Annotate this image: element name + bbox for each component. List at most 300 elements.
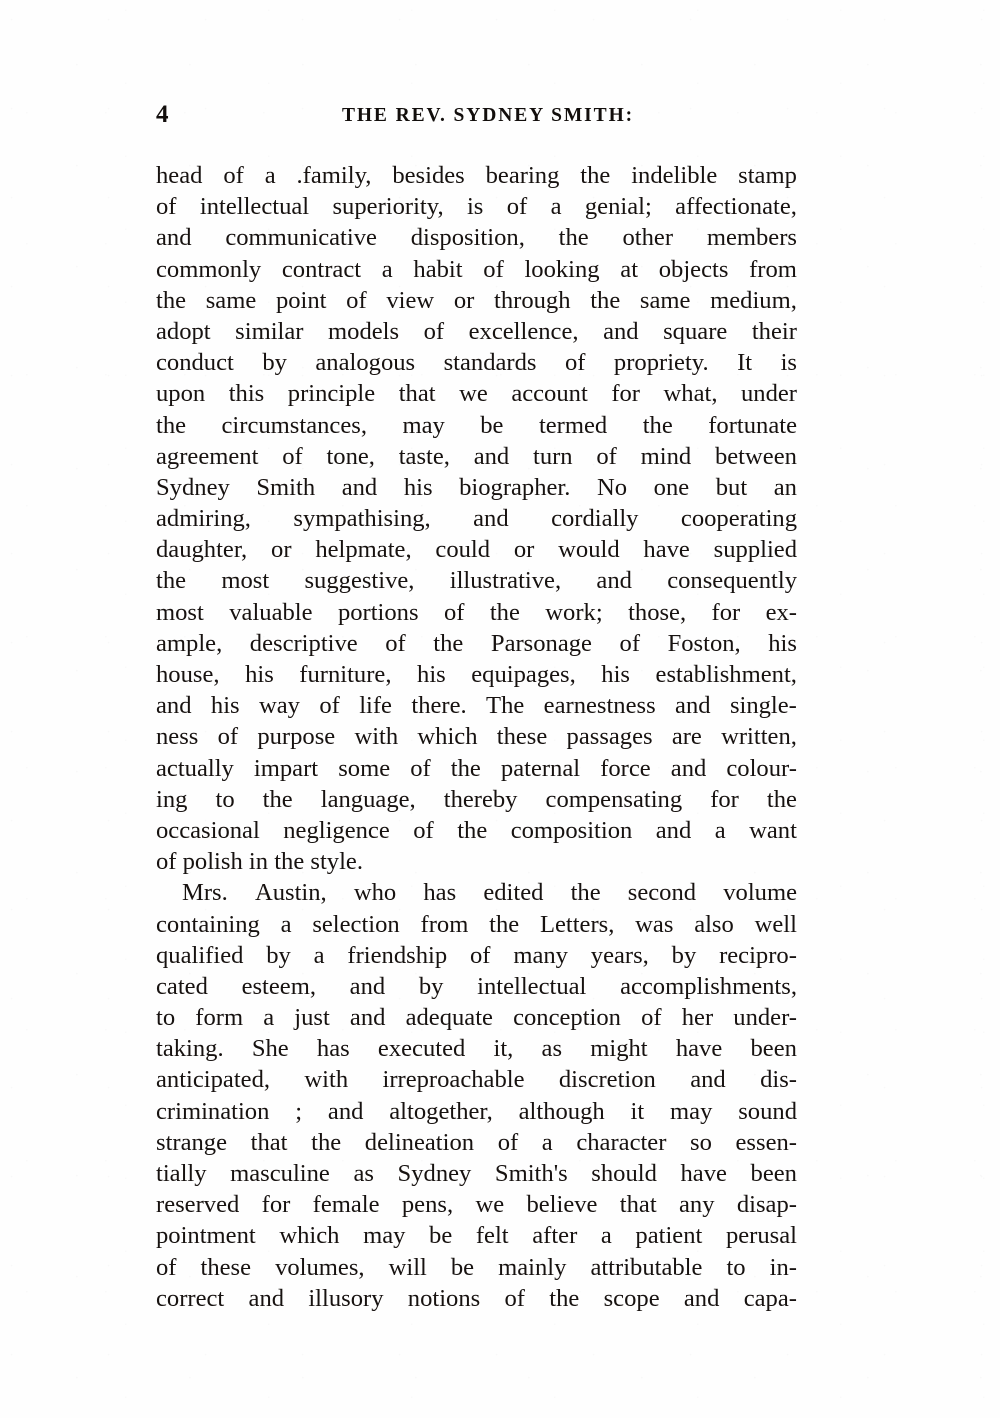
word: and [327, 1097, 364, 1125]
word: taking. [156, 1035, 224, 1063]
word: the [489, 598, 520, 626]
word: pens, [401, 1191, 454, 1219]
word: who [353, 879, 397, 907]
word: form [195, 1004, 244, 1032]
word: agreement [156, 442, 259, 470]
word: be [450, 1253, 475, 1281]
word: his [768, 629, 797, 657]
word: ing [156, 785, 188, 813]
word: character [576, 1128, 667, 1156]
word: are [671, 723, 702, 751]
word: reserved [156, 1191, 240, 1219]
word: what, [663, 380, 718, 408]
word: furniture, [299, 661, 392, 688]
word: of [443, 598, 465, 626]
word: should [591, 1160, 657, 1187]
word: and [675, 692, 711, 720]
word: a [381, 255, 393, 283]
paragraph [156, 877, 797, 1314]
word: it, [493, 1035, 514, 1063]
word: his [210, 692, 240, 720]
word: just [294, 1004, 330, 1032]
word: have [680, 1160, 727, 1187]
text-line [156, 1064, 797, 1095]
word: and [473, 442, 510, 470]
word: earnestness [543, 692, 656, 720]
word: was [635, 910, 674, 938]
word: attributable [590, 1253, 703, 1281]
word: illusory [308, 1284, 384, 1312]
text-line [156, 1252, 797, 1283]
word: point [275, 286, 327, 314]
word: one [653, 473, 690, 501]
word: felt [475, 1222, 509, 1250]
word: of [469, 941, 491, 969]
word: qualified [156, 941, 244, 969]
word: with [304, 1066, 349, 1094]
word: language, [320, 785, 416, 813]
word: mainly [498, 1253, 567, 1281]
word: his [403, 473, 433, 501]
word: this [228, 380, 265, 408]
word: turn [532, 442, 573, 470]
word: for [261, 1191, 291, 1219]
word: Sydney [397, 1160, 472, 1187]
word: that [619, 1191, 657, 1219]
word: of [564, 349, 586, 377]
word: descriptive [249, 629, 358, 657]
word: and [349, 1004, 386, 1032]
word: Foston, [667, 629, 741, 657]
text-line [156, 690, 797, 721]
word: and [683, 1284, 720, 1312]
word: same [639, 286, 691, 314]
word: altogether, [389, 1097, 493, 1125]
word: valuable [229, 598, 313, 626]
word: adopt [156, 317, 211, 345]
word: could [435, 536, 491, 564]
word: also [694, 910, 734, 938]
word: with [354, 723, 399, 751]
word: accomplishments, [620, 972, 797, 1000]
word: looking [524, 255, 600, 283]
word: She [251, 1035, 289, 1063]
text-line [156, 441, 797, 472]
word: Smith's [494, 1160, 568, 1187]
word: view [386, 286, 435, 314]
running-title: THE REV. SYDNEY SMITH: [341, 105, 635, 126]
word: written, [721, 723, 797, 751]
word: stamp [738, 162, 797, 189]
word: in- [769, 1253, 797, 1281]
word: the [433, 629, 464, 657]
word: bearing [485, 162, 560, 189]
word: and [156, 692, 192, 720]
word: a [313, 941, 325, 969]
word: patient [635, 1222, 703, 1250]
word: well [754, 910, 797, 938]
text-line [156, 1158, 797, 1189]
word: may [402, 411, 445, 439]
word: or [453, 286, 475, 314]
word: and [655, 816, 692, 844]
text-line [156, 909, 797, 940]
word: of [504, 1284, 525, 1312]
word: the [457, 816, 488, 844]
word: cated [156, 972, 208, 1000]
word: containing [156, 910, 260, 938]
word: actually [156, 754, 234, 782]
word: selection [312, 910, 400, 938]
word: work; [545, 598, 603, 626]
word: by [671, 941, 697, 969]
word: or [513, 536, 535, 564]
word: by [418, 972, 444, 1000]
word: might [590, 1035, 648, 1063]
word: of [506, 193, 528, 221]
running-head [156, 100, 796, 134]
word: of [641, 1004, 662, 1032]
word: equipages, [471, 661, 576, 688]
text-line [156, 753, 797, 784]
text-line [156, 347, 797, 378]
word: his [245, 661, 274, 688]
word: the [549, 1284, 580, 1312]
word: for [611, 380, 640, 408]
word: notions [407, 1284, 481, 1312]
word: of [413, 816, 434, 844]
word: composition [510, 816, 633, 844]
word: many [513, 941, 568, 969]
word: intellectual [199, 193, 310, 221]
word: contract [281, 255, 362, 283]
word: It [737, 349, 753, 377]
word: cordially [551, 505, 639, 533]
word: sympathising, [293, 505, 431, 533]
word: illustrative, [449, 567, 562, 595]
word: the [580, 162, 611, 189]
word: a [263, 1004, 275, 1032]
word: essen- [735, 1128, 797, 1156]
word: of [596, 442, 617, 470]
word: excellence, [468, 317, 579, 345]
word: other [622, 224, 674, 252]
word: which [417, 723, 478, 751]
word: a [541, 1128, 553, 1156]
word: masculine [230, 1160, 330, 1187]
word: would [558, 536, 620, 564]
word: through [494, 286, 571, 314]
word: these [496, 723, 548, 751]
word: of [483, 255, 504, 283]
text-line [156, 191, 797, 222]
word: compensating [545, 785, 683, 813]
word: for [710, 785, 739, 813]
word: the [590, 286, 621, 314]
text-line [156, 659, 797, 690]
word: but [715, 473, 748, 501]
word: upon [156, 380, 206, 408]
word: occasional [156, 816, 260, 844]
text-line [156, 877, 797, 908]
word: under [741, 380, 797, 408]
word: consequently [667, 567, 797, 595]
word: years, [590, 941, 649, 969]
word: The [486, 692, 525, 720]
text-line [156, 160, 797, 191]
word: esteem, [241, 972, 316, 1000]
word: and [156, 224, 192, 252]
page-number: 4 [156, 101, 169, 128]
word: a [600, 1222, 612, 1250]
word: there. [411, 692, 467, 720]
word: suggestive, [304, 567, 415, 595]
word: of [217, 723, 239, 751]
word: we [459, 380, 488, 408]
word: the [558, 224, 589, 252]
word: habit [413, 255, 463, 283]
word: conduct [156, 349, 234, 377]
text-line [156, 815, 797, 846]
word: a [550, 193, 562, 221]
word: the [570, 879, 601, 907]
word: and [670, 754, 707, 782]
word: at [620, 255, 639, 283]
word: No [597, 473, 628, 501]
word: as [541, 1035, 563, 1063]
word: be [429, 1222, 453, 1250]
word: Sydney [156, 473, 230, 501]
word: and [349, 972, 386, 1000]
word: colour- [726, 754, 797, 782]
text-line [156, 971, 797, 1002]
word: an [773, 473, 797, 501]
word: biographer. [459, 473, 571, 501]
word: .family, [296, 162, 372, 189]
word: of [319, 692, 340, 720]
word: medium, [710, 286, 797, 314]
word: and [341, 473, 378, 501]
word: disposition, [410, 224, 525, 252]
word: for [711, 598, 741, 626]
word: genial; [584, 193, 652, 221]
word: second [627, 879, 697, 907]
word: have [675, 1035, 723, 1063]
word: dis- [760, 1066, 797, 1094]
word: any [679, 1191, 715, 1219]
word: his [601, 661, 630, 688]
text-line [156, 1283, 797, 1314]
word: intellectual [477, 972, 587, 1000]
word: models [328, 317, 400, 345]
text-line [156, 1002, 797, 1033]
word: the [311, 1128, 342, 1156]
body-text-block [156, 160, 797, 1314]
text-line [156, 1096, 797, 1127]
word: a [280, 910, 292, 938]
word: of [156, 1253, 177, 1281]
word: fortunate [708, 411, 797, 439]
word: although [518, 1097, 605, 1125]
word: under- [733, 1004, 797, 1032]
word: been [750, 1035, 797, 1063]
word: or [271, 536, 292, 564]
word: their [751, 317, 797, 345]
word: the [262, 785, 293, 813]
word: propriety. [613, 349, 709, 377]
word: thereby [443, 785, 518, 813]
word: been [750, 1160, 797, 1187]
word: crimination [156, 1097, 270, 1125]
word: adequate [405, 1004, 493, 1032]
word: ness [156, 723, 199, 751]
word: Mrs. [182, 879, 228, 907]
text-line [156, 503, 797, 534]
word: some [338, 754, 391, 782]
word: head [156, 162, 203, 189]
word: single- [729, 692, 797, 720]
word: capa- [743, 1284, 797, 1312]
word: volume [723, 879, 797, 907]
word: friendship [347, 941, 448, 969]
word: those, [628, 598, 687, 626]
word: by [266, 941, 291, 969]
word: which [279, 1222, 340, 1250]
word: of [223, 162, 244, 189]
word: so [690, 1128, 712, 1156]
word: is [780, 349, 797, 377]
word: want [749, 816, 797, 844]
word: of [346, 286, 367, 314]
word: members [706, 224, 797, 252]
text-line [156, 628, 797, 659]
word: be [480, 411, 504, 439]
text-line [156, 784, 797, 815]
word: female [312, 1191, 380, 1219]
word: and [596, 567, 632, 595]
word: may [363, 1222, 406, 1250]
word: impart [253, 754, 319, 782]
word: way [258, 692, 300, 720]
text-line [156, 378, 797, 409]
word: tially [156, 1160, 207, 1187]
word: conception [513, 1004, 621, 1032]
word: believe [526, 1191, 598, 1219]
word: and [690, 1066, 726, 1094]
word: sound [738, 1097, 797, 1125]
text-line [156, 1189, 797, 1220]
text-line [156, 597, 797, 628]
word: life [359, 692, 392, 720]
word: portions [337, 598, 419, 626]
word: cooperating [680, 505, 797, 533]
word: same [205, 286, 257, 314]
word: the [450, 754, 481, 782]
word: supplied [713, 536, 797, 564]
word: pointment [156, 1222, 256, 1250]
word: indelible [631, 162, 718, 189]
word: most [156, 598, 204, 626]
word: executed [377, 1035, 466, 1063]
word: of [497, 1128, 519, 1156]
word: analogous [315, 349, 416, 377]
word: of [423, 317, 445, 345]
word: negligence [283, 816, 390, 844]
word: daughter, [156, 536, 248, 564]
word: similar [235, 317, 304, 345]
word: delineation [364, 1128, 475, 1156]
word: tone, [326, 442, 375, 470]
word: ex- [765, 598, 797, 626]
word: commonly [156, 255, 262, 283]
word: from [420, 910, 469, 938]
word: purpose [257, 723, 336, 751]
word: and [248, 1284, 285, 1312]
word: of [410, 754, 431, 782]
text-line [156, 285, 797, 316]
word: principle [287, 380, 376, 408]
word: of [282, 442, 303, 470]
text-line [156, 940, 797, 971]
word: Parsonage [490, 629, 592, 657]
word: besides [392, 162, 465, 189]
word: most [221, 567, 270, 595]
word: disap- [736, 1191, 797, 1219]
word: that [250, 1128, 288, 1156]
word: by [262, 349, 287, 377]
word: passages [566, 723, 653, 751]
word: and [603, 317, 639, 345]
word: have [643, 536, 690, 564]
word: a [264, 162, 276, 189]
word: volumes, [275, 1253, 365, 1281]
text-line [156, 316, 797, 347]
text-line [156, 472, 797, 503]
word: to [726, 1253, 746, 1281]
word: her [681, 1004, 714, 1032]
word: between [714, 442, 797, 470]
text-line [156, 1033, 797, 1064]
word: account [511, 380, 588, 408]
word: superiority, [332, 193, 444, 221]
word: after [532, 1222, 578, 1250]
word: the [766, 785, 797, 813]
word: his [417, 661, 446, 688]
word: affectionate, [675, 193, 797, 221]
word: to [156, 1004, 176, 1032]
word: mind [640, 442, 692, 470]
word: objects [658, 255, 729, 283]
word: that [398, 380, 436, 408]
word: the [489, 910, 520, 938]
word: scope [603, 1284, 660, 1312]
word: discretion [558, 1066, 656, 1094]
word: it [630, 1097, 645, 1125]
word: establishment, [655, 661, 797, 688]
word: communicative [225, 224, 377, 252]
word: the [156, 567, 187, 595]
word: edited [483, 879, 544, 907]
word: admiring, [156, 505, 251, 533]
word: a [714, 816, 726, 844]
word: the [156, 286, 187, 314]
text-line: of polish in the style. [156, 848, 363, 876]
word: ; [295, 1097, 303, 1125]
word: irreproachable [382, 1066, 525, 1094]
word: correct [156, 1284, 225, 1312]
word: recipro- [719, 941, 797, 969]
word: circumstances, [221, 411, 367, 439]
